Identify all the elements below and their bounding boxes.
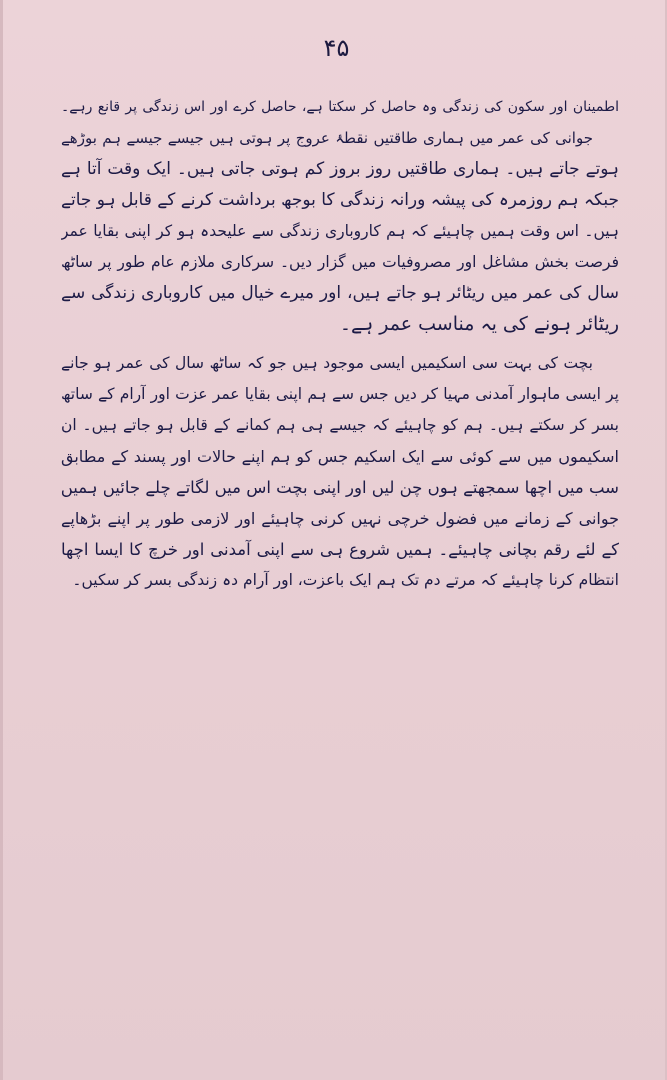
paragraph-2 (61, 348, 619, 596)
text-line: جوانی کے زمانے میں فضول خرچی نہیں کرنی چاہیئے اور لازمی طور پر اپنے بڑھاپے (61, 509, 619, 528)
text-line: ریٹائر ہونے کی یہ مناسب عمر ہے۔ (339, 313, 619, 335)
text-line: سال کی عمر میں ریٹائر ہو جاتے ہیں، اور میرے خیال میں کاروباری زندگی سے (61, 283, 619, 303)
text-line: ہیں۔ اس وقت ہمیں چاہیئے کہ ہم کاروباری زندگی سے علیحدہ ہو کر اپنی بقایا عمر (61, 222, 619, 240)
text-line: جبکہ ہم روزمرہ کی پیشہ ورانہ زندگی کا بوجھ برداشت کرنے کے قابل ہو جاتے (61, 190, 619, 210)
text-line: بسر کر سکتے ہیں۔ ہم کو چاہیئے کہ جیسے ہی ہم کمانے کے قابل ہو جاتے ہیں۔ ان (61, 416, 619, 434)
text-line: فرصت بخش مشاغل اور مصروفیات میں گزار دیں۔ سرکاری ملازم عام طور پر ساٹھ (61, 253, 619, 271)
text-line: اطمینان اور سکون کی زندگی وہ حاصل کر سکتا ہے، حاصل کرے اور اس زندگی پر قانع رہے۔ (61, 99, 619, 115)
text-line: اسکیموں میں سے کوئی سے ایک اسکیم جس کو ہم اپنے حالات اور پسند کے مطابق (61, 447, 619, 466)
text-line: سب میں اچھا سمجھتے ہوں چن لیں اور اپنی بچت اس میں لگاتے چلے جائیں ہمیں (61, 478, 619, 497)
text-line: جوانی کی عمر میں ہماری طاقتیں نقطۂ عروج پر ہوتی ہیں جیسے جیسے ہم بوڑھے (61, 129, 593, 147)
page-text (61, 92, 619, 596)
text-line: انتظام کرنا چاہیئے کہ مرتے دم تک ہم ایک باعزت، اور آرام دہ زندگی بسر کر سکیں۔ (72, 571, 619, 589)
text-line: پر ایسی ماہوار آمدنی مہیا کر دیں جس سے ہم اپنی بقایا عمر عزت اور آرام کے ساتھ (61, 385, 619, 403)
page-number: ۴۵ (323, 34, 350, 62)
text-line: کے لئے رقم بچانی چاہیئے۔ ہمیں شروع ہی سے اپنی آمدنی اور خرچ کا ایسا اچھا (61, 540, 619, 559)
text-line: ہوتے جاتے ہیں۔ ہماری طاقتیں روز بروز کم ہوتی جاتی ہیں۔ ایک وقت آتا ہے (61, 159, 619, 179)
paragraph-1 (61, 92, 619, 340)
text-line: بچت کی بہت سی اسکیمیں ایسی موجود ہیں جو کہ ساٹھ سال کی عمر ہو جانے (61, 354, 593, 372)
